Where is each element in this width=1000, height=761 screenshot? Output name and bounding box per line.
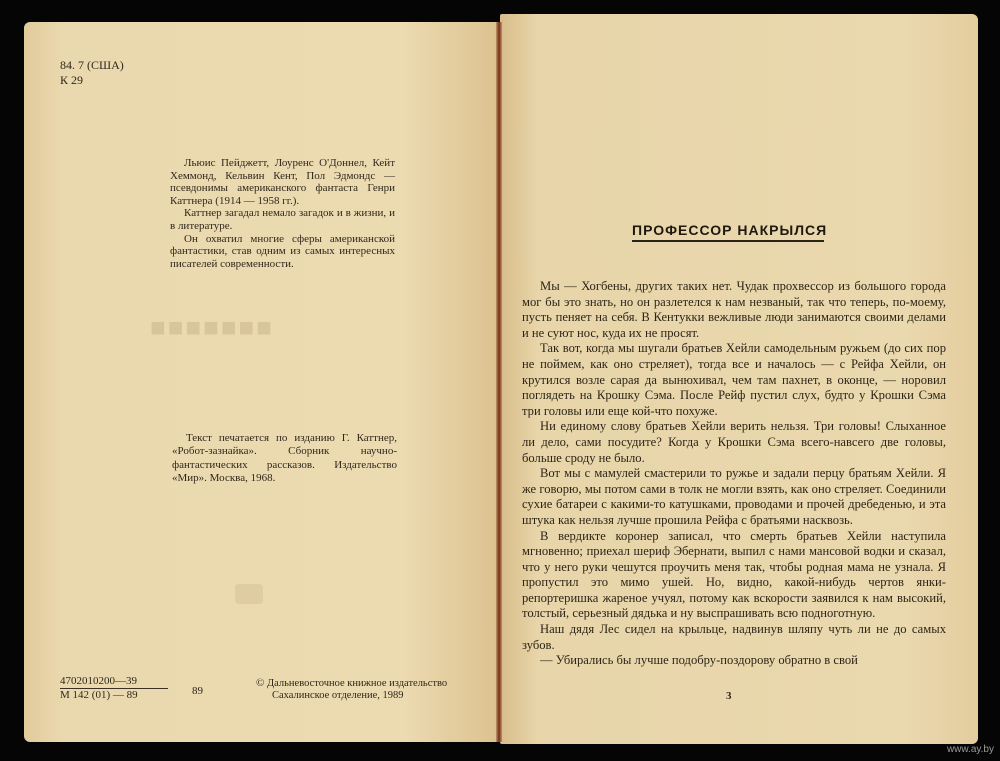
book-spine (496, 22, 502, 742)
book-annotation (170, 157, 395, 270)
watermark: www.ay.by (946, 744, 994, 755)
catalog-line: К 29 (60, 73, 84, 87)
publisher-line: Сахалинское отделение, 1989 (272, 690, 404, 701)
code-line: М 142 (01) — 89 (60, 689, 138, 701)
show-through-ghost: ■■■■■■■ (150, 312, 274, 342)
publisher-info (256, 677, 447, 702)
catalog-line: 84. 7 (США) (60, 58, 124, 72)
annotation-paragraph: Каттнер загадал немало загадок и в жизни, и в литературе. (170, 207, 395, 232)
story-paragraph: Мы — Хогбены, других таких нет. Чудак прохвессор из большого города мог бы это знать, но он разлетелся к нам незваный, так что теперь, по-моему, пусть пеняет на себя. В Кентукки вежливые люди занимаются своими делами и не суют нос, куда их не просят. (522, 279, 946, 340)
code-number: 89 (192, 685, 203, 697)
imprint-paragraph: Текст печатается по изданию Г. Каттнер, «Робот-зазнайка». Сборник научно-фантастических рассказов. Издательство «Мир». Москва, 1968. (172, 432, 397, 485)
story-paragraph: Наш дядя Лес сидел на крыльце, надвинув шляпу чуть ли не до самых зубов. (522, 622, 946, 652)
catalog-index (60, 58, 124, 88)
annotation-paragraph: Льюис Пейджетт, Лоуренс О'Доннел, Кейт Хеммонд, Кельвин Кент, Пол Эдмондс — псевдонимы американского фантаста Генри Каттнера (1914 — 1958 гг.). (170, 157, 395, 207)
title-underline (632, 240, 824, 242)
story-text (522, 279, 946, 669)
edition-imprint (172, 432, 397, 486)
story-paragraph: — Убирались бы лучше подобру-поздорову обратно в свой (540, 653, 858, 668)
annotation-paragraph: Он охватил многие сферы американской фантастики, став одним из самых интересных писателей современности. (170, 232, 395, 270)
show-through-ghost (235, 584, 263, 604)
story-paragraph: Ни единому слову братьев Хейли верить нельзя. Три головы! Слыханное ли дело, сами посудите? Когда у Крошки Сэма всего-навсего две головы, больше сроду не было. (522, 419, 946, 465)
story-paragraph: Так вот, когда мы шугали братьев Хейли самодельным ружьем (до сих пор не поймем, как оно стреляет), тогда все и началось — с Рейфа Хейли, он крутился возле сарая да вынюхивал, чем там пахнет, в оконце, — норовил поглядеть на Крошку Сэма. После Рейф пустил слух, будто у Крошки Сэма три головы или еще кой-что похуже. (522, 341, 946, 418)
publisher-line: Дальневосточное книжное издательство (266, 678, 448, 689)
story-title: ПРОФЕССОР НАКРЫЛСЯ (632, 222, 828, 238)
story-paragraph: Вот мы с мамулей смастерили то ружье и задали перцу братьям Хейли. Я же говорю, мы потом сами в толк не могли взять, как оно стреляет. Соединили сухие батареи с какими-то катушками, проводами и прочей дребеденью, и эта штука как нельзя лучше прошила Рейфа с братьями насквозь. (522, 466, 946, 527)
code-line: 4702010200—39 (60, 675, 168, 689)
left-page (24, 22, 498, 742)
bibliographic-code (60, 675, 168, 702)
copyright-icon: © (256, 677, 265, 689)
page-number: 3 (726, 690, 732, 702)
story-paragraph: В вердикте коронер записал, что смерть братьев Хейли наступила мгновенно; приехал шериф Эбернати, выпил с нами мансовой водки и сказал, что у него руки чешутся проучить меня так, чтобы родная мама не узнала. Я пропустил это мимо ушей. Но, видно, какой-нибудь чертов янки-репортеришка жареное учуял, потому как вскорости заявился к нам высокий, толстый, серьезный дядька и ну выспрашивать всю подноготную. (522, 528, 946, 621)
